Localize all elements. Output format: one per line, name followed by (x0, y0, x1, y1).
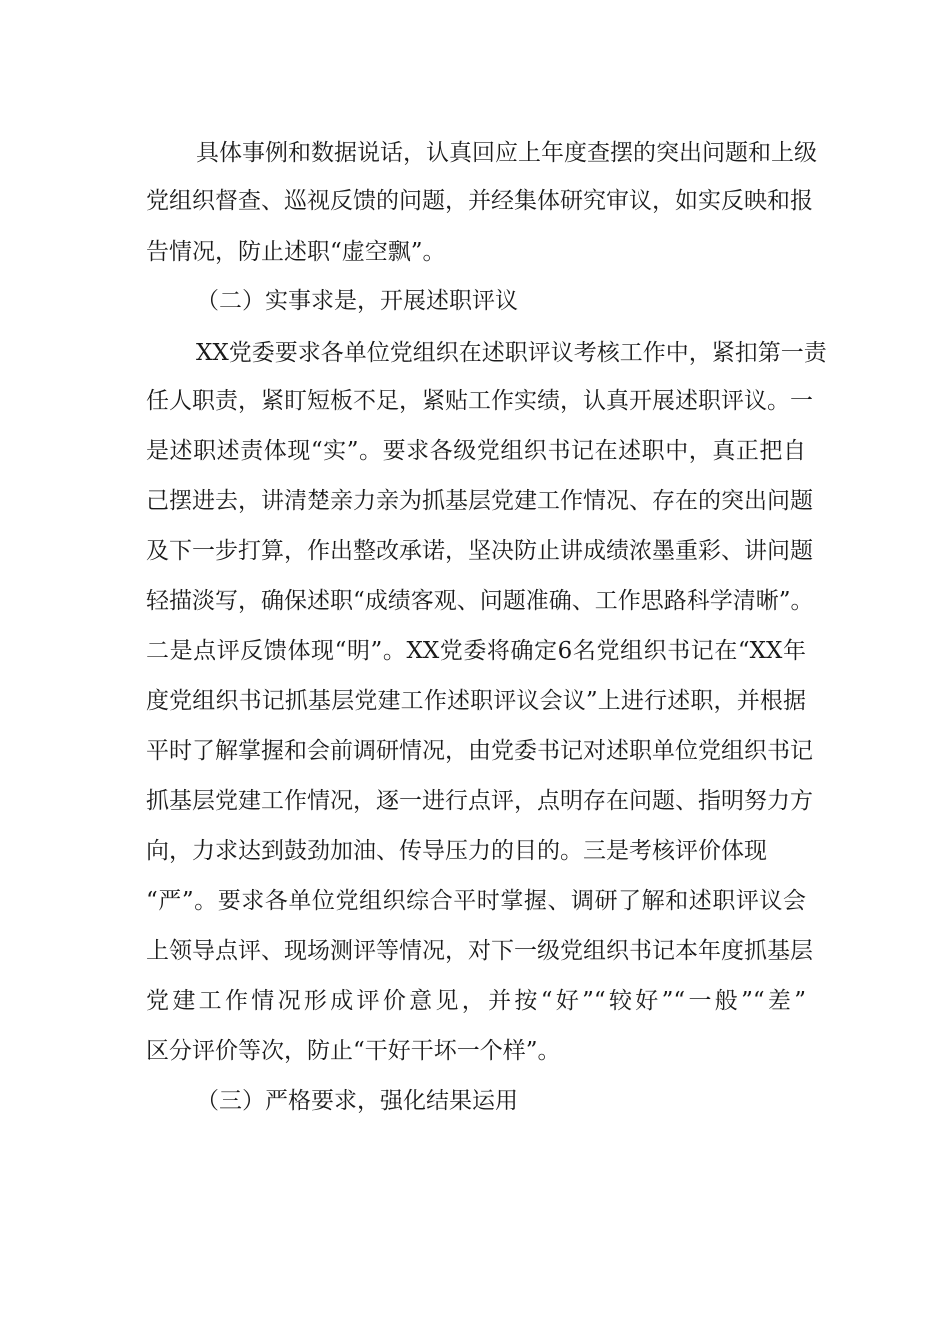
paragraph-line-11: 二是点评反馈体现“明”。XX党委将确定6名党组织书记在“XX年 (146, 638, 806, 664)
section-heading-3: （三）严格要求，强化结果运用 (196, 1088, 518, 1114)
paragraph-line-15: 向，力求达到鼓劲加油、传导压力的目的。三是考核评价体现 (146, 838, 767, 864)
paragraph-line-9: 及下一步打算，作出整改承诺，坚决防止讲成绩浓墨重彩、讲问题 (146, 538, 813, 564)
paragraph-line-2: 党组织督查、巡视反馈的问题，并经集体研究审议，如实反映和报 (146, 188, 813, 214)
paragraph-line-8: 己摆进去，讲清楚亲力亲为抓基层党建工作情况、存在的突出问题 (146, 488, 813, 514)
paragraph-line-17: 上领导点评、现场测评等情况，对下一级党组织书记本年度抓基层 (146, 938, 813, 964)
paragraph-line-18: 党建工作情况形成评价意见，并按“好”“较好”“一般”“差” (146, 988, 806, 1014)
section-heading-2: （二）实事求是，开展述职评议 (196, 288, 518, 314)
paragraph-line-10: 轻描淡写，确保述职“成绩客观、问题准确、工作思路科学清晰”。 (146, 588, 814, 614)
paragraph-line-16: “严”。要求各单位党组织综合平时掌握、调研了解和述职评议会 (146, 888, 806, 914)
paragraph-line-13: 平时了解掌握和会前调研情况，由党委书记对述职单位党组织书记 (146, 738, 813, 764)
paragraph-line-3: 告情况，防止述职“虚空飘”。 (146, 239, 446, 265)
paragraph-line-5: XX党委要求各单位党组织在述职评议考核工作中，紧扣第一责 (196, 340, 827, 366)
paragraph-line-1: 具体事例和数据说话，认真回应上年度查摆的突出问题和上级 (196, 140, 817, 166)
paragraph-line-12: 度党组织书记抓基层党建工作述职评议会议”上进行述职，并根据 (146, 688, 806, 714)
paragraph-line-7: 是述职述责体现“实”。要求各级党组织书记在述职中，真正把自 (146, 438, 806, 464)
paragraph-line-6: 任人职责，紧盯短板不足，紧贴工作实绩，认真开展述职评议。一 (146, 388, 813, 414)
paragraph-line-19: 区分评价等次，防止“干好干坏一个样”。 (146, 1038, 561, 1064)
paragraph-line-14: 抓基层党建工作情况，逐一进行点评，点明存在问题、指明努力方 (146, 788, 813, 814)
